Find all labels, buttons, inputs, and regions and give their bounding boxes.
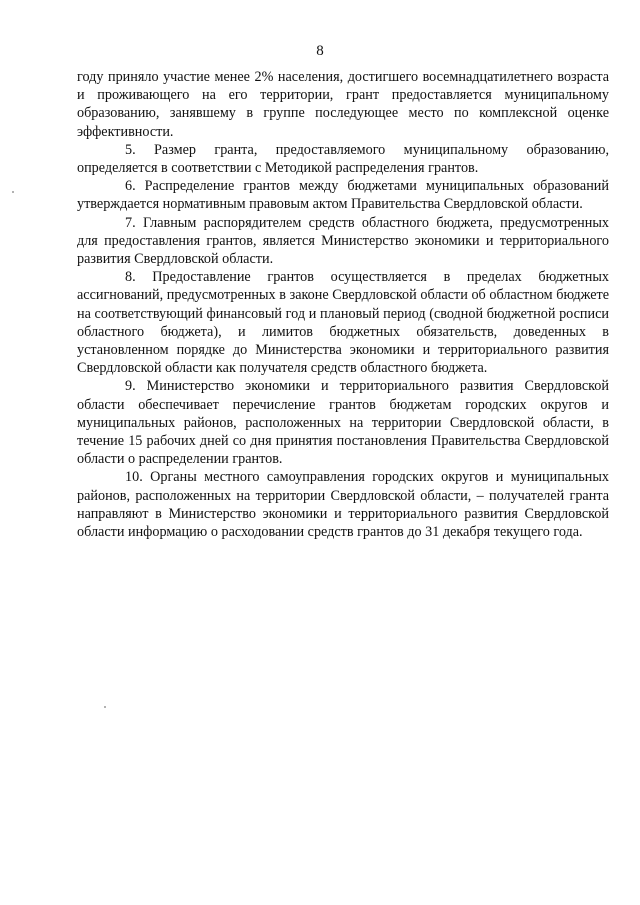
scan-speck: [104, 706, 106, 708]
paragraph-item-10: 10. Органы местного самоуправления городских округов и муниципальных районов, расположенных на территории Свердловской области, – получателей гранта направляют в Министерство экономики и территориального развития Свердловской области информацию о расходовании средств грантов до 31 декабря текущего года.: [77, 469, 609, 541]
paragraph-item-6: 6. Распределение грантов между бюджетами муниципальных образований утверждается нормативным правовым актом Правительства Свердловской области.: [77, 178, 609, 213]
document-body: [77, 68, 609, 541]
paragraph-item-7: 7. Главным распорядителем средств областного бюджета, предусмотренных для предоставления грантов, является Министерство экономики и территориального развития Свердловской области.: [77, 214, 609, 268]
paragraph-item-8: 8. Предоставление грантов осуществляется в пределах бюджетных ассигнований, предусмотренных в законе Свердловской области об областном бюджете на соответствующий финансовый год и плановый период (сводной бюджетной росписи областного бюджета), и лимитов бюджетных обязательств, доведенных в установленном порядке до Министерства экономики и территориального развития Свердловской области как получателя средств областного бюджета.: [77, 269, 609, 377]
paragraph-item-5: 5. Размер гранта, предоставляемого муниципальному образованию, определяется в соответствии с Методикой распределения грантов.: [77, 141, 609, 177]
page-number: 8: [316, 43, 324, 59]
paragraph-item-9: 9. Министерство экономики и территориального развития Свердловской области обеспечивает перечисление грантов бюджетам городских округов и муниципальных районов, расположенных на территории Свердловской области, в течение 15 рабочих дней со дня принятия постановления Правительства Свердловской области о распределении грантов.: [77, 378, 609, 468]
scan-speck: [12, 191, 14, 193]
paragraph-continuation: году приняло участие менее 2% населения, достигшего восемнадцатилетнего возраста и проживающего на его территории, грант предоставляется муниципальному образованию, занявшему в группе последующее место по комплексной оценке эффективности.: [77, 69, 609, 140]
